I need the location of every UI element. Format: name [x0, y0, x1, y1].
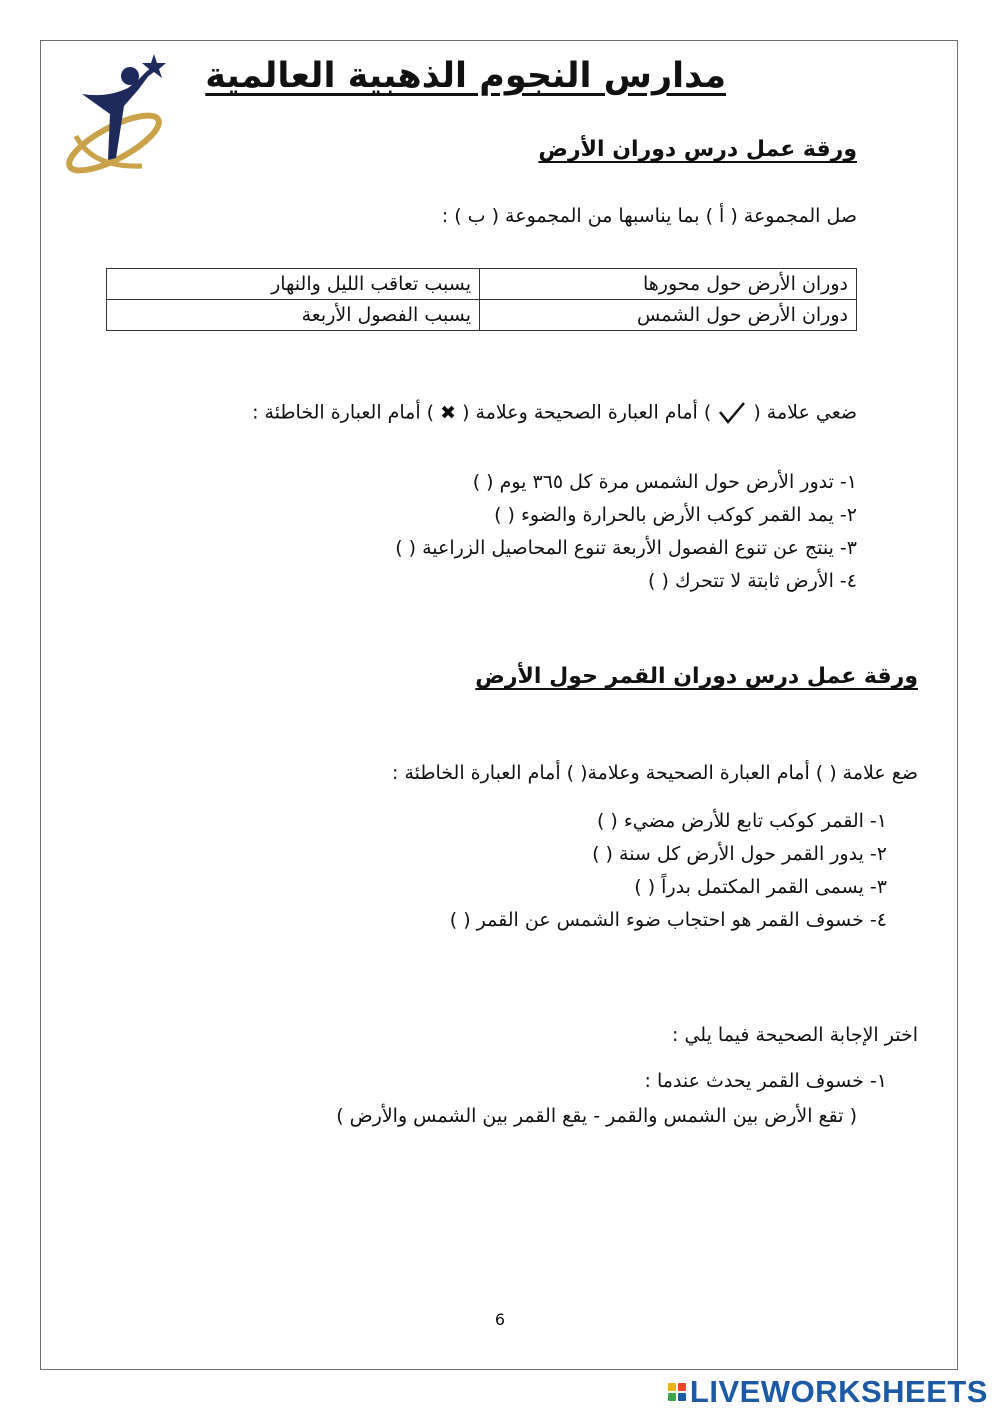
- mcq-options[interactable]: ( تقع الأرض بين الشمس والقمر - يقع القمر بين الشمس والأرض ): [336, 1105, 857, 1127]
- group-a-cell[interactable]: دوران الأرض حول محورها: [480, 269, 857, 300]
- match-instruction: صل المجموعة ( أ ) بما يناسبها من المجموعة ( ب ) :: [441, 205, 857, 227]
- table-row: [107, 300, 857, 331]
- school-logo-icon: [62, 48, 172, 178]
- list-item[interactable]: ٣- يسمى القمر المكتمل بدراً ( ): [634, 876, 887, 898]
- tf-instruction-1: [252, 400, 857, 426]
- list-item[interactable]: ٤- الأرض ثابتة لا تتحرك ( ): [648, 570, 857, 592]
- list-item[interactable]: ٢- يمد القمر كوكب الأرض بالحرارة والضوء ( ): [494, 504, 857, 526]
- liveworksheets-logo-icon: [668, 1383, 686, 1401]
- instruction-text: ضعي علامة (: [753, 401, 857, 424]
- instruction-text: ) أمام العبارة الصحيحة وعلامة (: [462, 401, 712, 424]
- section2-heading: ورقة عمل درس دوران القمر حول الأرض: [475, 664, 918, 689]
- page-frame: [40, 40, 958, 1370]
- match-table: [106, 268, 857, 331]
- school-title: مدارس النجوم الذهبية العالمية: [205, 56, 726, 96]
- mcq-instruction: اختر الإجابة الصحيحة فيما يلي :: [672, 1024, 918, 1046]
- liveworksheets-brand: [668, 1374, 988, 1410]
- list-item[interactable]: ٢- يدور القمر حول الأرض كل سنة ( ): [592, 843, 887, 865]
- list-item[interactable]: ١- القمر كوكب تابع للأرض مضيء ( ): [596, 810, 887, 832]
- instruction-text: ) أمام العبارة الخاطئة :: [252, 401, 435, 424]
- group-b-cell[interactable]: يسبب الفصول الأربعة: [107, 300, 480, 331]
- group-b-cell[interactable]: يسبب تعاقب الليل والنهار: [107, 269, 480, 300]
- tf-list-2: [450, 805, 887, 937]
- checkmark-icon: [717, 400, 747, 426]
- tf-list-1: [395, 466, 857, 598]
- list-item[interactable]: ٣- ينتج عن تنوع الفصول الأربعة تنوع المحاصيل الزراعية ( ): [395, 537, 857, 559]
- page-number: 6: [494, 1310, 506, 1329]
- brand-text: LIVEWORKSHEETS: [689, 1374, 988, 1409]
- cross-icon: ✖: [440, 401, 457, 424]
- list-item[interactable]: ٤- خسوف القمر هو احتجاب ضوء الشمس عن القمر ( ): [449, 909, 887, 931]
- list-item[interactable]: ١- تدور الأرض حول الشمس مرة كل ٣٦٥ يوم ( ): [472, 471, 857, 493]
- mcq-question: ١- خسوف القمر يحدث عندما :: [644, 1070, 887, 1092]
- group-a-cell[interactable]: دوران الأرض حول الشمس: [480, 300, 857, 331]
- tf-instruction-2: ضع علامة ( ) أمام العبارة الصحيحة وعلامة( ) أمام العبارة الخاطئة :: [392, 762, 918, 784]
- table-row: [107, 269, 857, 300]
- section1-heading: ورقة عمل درس دوران الأرض: [538, 137, 857, 162]
